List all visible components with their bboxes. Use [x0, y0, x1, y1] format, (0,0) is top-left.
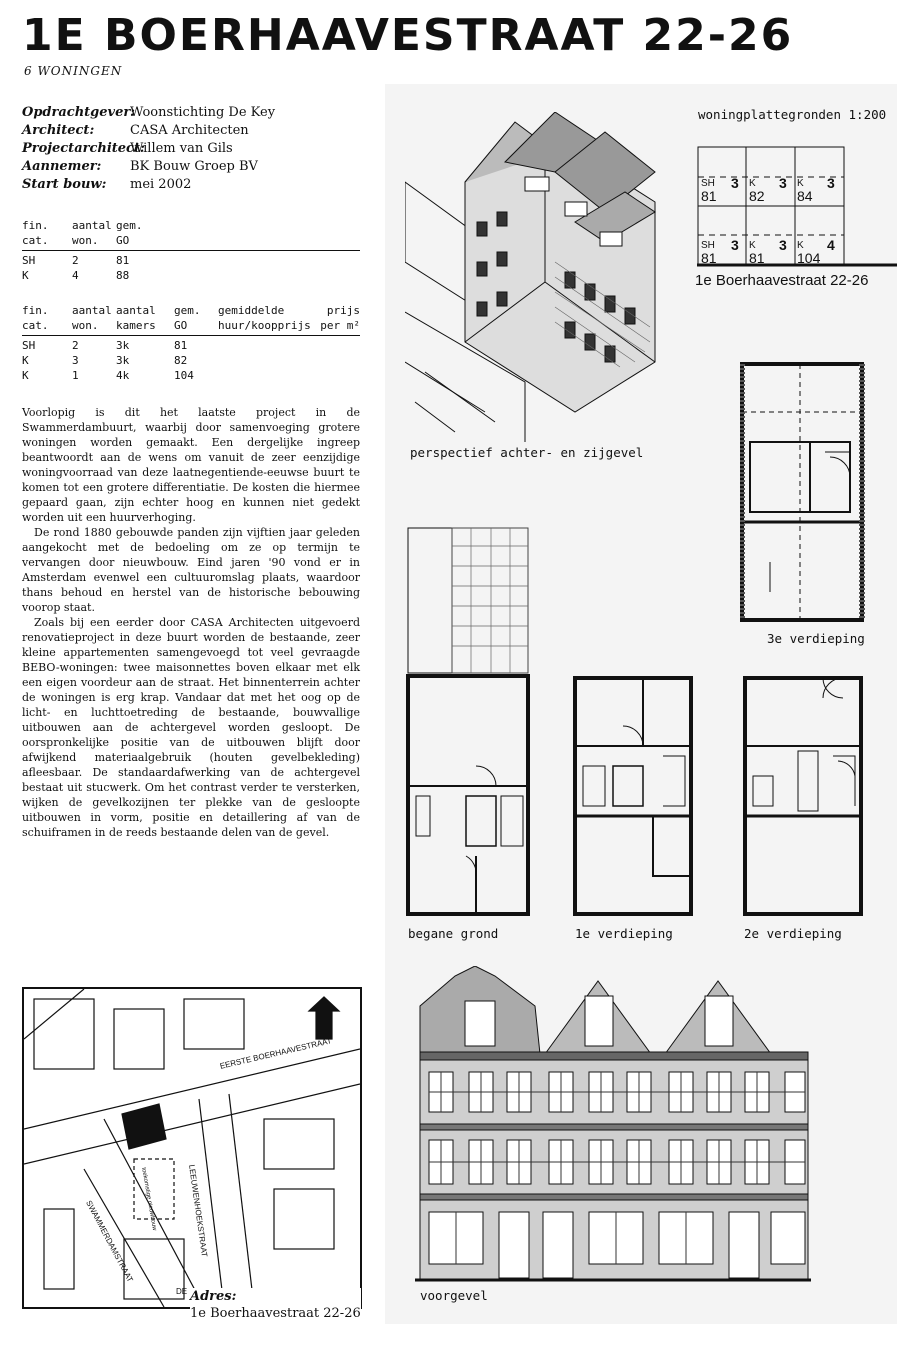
table-header	[22, 218, 360, 248]
table-cell: K	[22, 269, 29, 282]
location-map	[22, 987, 362, 1309]
page-title: 1E BOERHAAVESTRAAT 22-26	[22, 10, 794, 61]
floor-plan-ground	[406, 526, 531, 918]
paragraph: De rond 1880 gebouwde panden zijn vijftien jaar geleden aangekocht met de bedoeling om ze op termijn te vervangen door nieuwbouw. Eind jaren '90 vond er in Amsterdam evenwel een cultuuromslag plaats, waardoor thans behoud en herstel van de historische bebouwing voorop staat.	[22, 526, 360, 614]
unit-cat: SH	[701, 178, 715, 189]
street-label: SWAMMERDAMSTRAAT	[84, 1199, 135, 1284]
unit-rooms: 3	[731, 175, 739, 191]
plan-title: woningplattegronden 1:200	[698, 107, 887, 122]
floor-plan-1-drawing	[573, 676, 695, 918]
table-row	[22, 268, 360, 283]
table-cell: SH	[22, 339, 36, 352]
credit-value: mei 2002	[130, 177, 192, 192]
facade-drawing	[415, 966, 811, 1282]
unit-rooms: 3	[779, 237, 787, 253]
floor-plan-3-drawing	[740, 362, 865, 624]
table-rule	[22, 250, 360, 251]
table-cell: 81	[174, 339, 188, 352]
unit-cat: K	[749, 240, 756, 251]
header-cell: kamers	[116, 319, 156, 332]
unit-area: 81	[749, 250, 765, 266]
table-cell: 4	[72, 269, 79, 282]
header-cell: prijs	[326, 304, 360, 317]
credit-row	[22, 140, 275, 158]
header-cell: huur/koopprijs	[218, 319, 311, 332]
table-row	[22, 353, 360, 368]
header-cell: gemiddelde	[218, 304, 285, 317]
caption-floor-2: 2e verdieping	[744, 926, 842, 941]
header-cell: cat.	[22, 319, 49, 332]
credit-row	[22, 122, 275, 140]
header-cell: cat.	[22, 234, 49, 247]
unit-rooms: 3	[779, 175, 787, 191]
table-cell: 88	[116, 269, 130, 282]
table-rule	[22, 335, 360, 336]
unit-area: 81	[701, 188, 717, 204]
floor-plan-3	[740, 362, 865, 624]
table-cell: SH	[22, 254, 36, 267]
table-cell: 3k	[116, 339, 130, 352]
header-cell: aantal	[72, 304, 112, 317]
credit-row	[22, 176, 275, 194]
caption-floor-1: 1e verdieping	[575, 926, 673, 941]
credit-label: Start bouw:	[22, 177, 107, 192]
credit-row	[22, 158, 275, 176]
header-cell: fin.	[22, 219, 49, 232]
header-cell: fin.	[22, 304, 49, 317]
floor-plan-1	[573, 676, 695, 918]
credit-label: Architect:	[22, 123, 95, 138]
paragraph: Zoals bij een eerder door CASA Architecten uitgevoerd renovatieproject in deze buurt worden de bestaande, zeer kleine appartementen samengevoegd tot veel gevraagde BEBO-woningen: twee maisonnettes boven elkaar met elk een eigen voordeur aan de straat. Het binnenterrein achter de woningen is erg krap. Vandaar dat met het oog op de licht- en luchttoetreding de bestaande, bouwvallige uitbouwen aan de achtergevel worden gesloopt. De oorspronkelijke positie van de uitbouwen blijft door afwijkend materiaalgebruik (houten gevelbekleding) afleesbaar. De standaardafwerking van de achtergevel bestaat uit stucwerk. Om het contrast verder te versterken, wijken de gevelkozijnen ter plekke van de gesloopte uitbouwen in vorm, positie en detaillering af van de schuiframen in de reeds bestaande delen van de gevel.	[22, 616, 360, 839]
caption-ground: begane grond	[408, 926, 499, 941]
credit-label: Opdrachtgever:	[22, 105, 135, 120]
address-block	[190, 1288, 361, 1322]
floor-plan-2	[743, 676, 865, 918]
floor-plan-2-drawing	[743, 676, 865, 918]
header-cell: GO	[116, 234, 130, 247]
credit-value: Woonstichting De Key	[130, 105, 276, 120]
facade-elevation	[415, 966, 811, 1282]
header-cell: won.	[72, 319, 99, 332]
unit-area: 81	[701, 250, 717, 266]
unit-cat: K	[797, 240, 804, 251]
header-cell: aantal	[72, 219, 112, 232]
unit-cat: SH	[701, 240, 715, 251]
address-label: Adres:	[190, 1289, 237, 1304]
perspective-drawing	[405, 112, 665, 442]
unit-area: 104	[797, 250, 821, 266]
floor-plan-ground-drawing	[406, 526, 531, 918]
plan-caption: 1e Boerhaavestraat 22-26	[695, 272, 869, 289]
table-row	[22, 368, 360, 383]
unit-rooms: 4	[827, 237, 835, 253]
header-cell: won.	[72, 234, 99, 247]
unit-rooms: 3	[827, 175, 835, 191]
header-cell: aantal	[116, 304, 156, 317]
header-cell: GO	[174, 319, 188, 332]
caption-floor-3: 3e verdieping	[767, 631, 865, 646]
street-label: DE	[176, 1287, 188, 1296]
table-cell: 82	[174, 354, 188, 367]
table-cell: 2	[72, 339, 79, 352]
unit-area: 82	[749, 188, 765, 204]
credit-row	[22, 104, 275, 122]
summary-table	[22, 218, 360, 283]
table-cell: 81	[116, 254, 130, 267]
unit-area: 84	[797, 188, 813, 204]
table-cell: 2	[72, 254, 79, 267]
page-subtitle: 6 WONINGEN	[24, 64, 123, 78]
header-cell: per m²	[320, 319, 360, 332]
perspective-sketch	[405, 112, 665, 442]
table-header	[22, 303, 360, 333]
street-label: LEEUWENHOEKSTRAAT	[187, 1164, 209, 1258]
street-label: EERSTE BOERHAAVESTRAAT	[219, 1036, 333, 1071]
map-label: toekomstige nieuwbouw	[140, 1167, 158, 1232]
location-map-drawing	[24, 989, 360, 1307]
credit-value: BK Bouw Groep BV	[130, 159, 258, 174]
table-cell: 3	[72, 354, 79, 367]
detail-table	[22, 303, 360, 383]
table-cell: 104	[174, 369, 194, 382]
unit-rooms: 3	[731, 237, 739, 253]
table-row	[22, 338, 360, 353]
table-row	[22, 253, 360, 268]
table-cell: K	[22, 354, 29, 367]
unit-cat: K	[749, 178, 756, 189]
table-cell: 1	[72, 369, 79, 382]
credit-value: Willem van Gils	[130, 141, 233, 156]
credits-list	[22, 104, 275, 194]
unit-cat: K	[797, 178, 804, 189]
address-value: 1e Boerhaavestraat 22-26	[190, 1306, 361, 1321]
caption-perspective: perspectief achter- en zijgevel	[410, 445, 644, 460]
header-cell: gem.	[116, 219, 143, 232]
header-cell: gem.	[174, 304, 201, 317]
paragraph: Voorlopig is dit het laatste project in de Swammerdambuurt, waarbij door samenvoeging grotere woningen worden gemaakt. Een dergelijke ingreep beantwoordt aan de wens om vanuit de zeer eenzijdige woningvoorraad van deze laatnegentiende-eeuwse buurt te komen tot een grotere differentiatie. De kosten die hiermee gepaard gaan, zijn echter hoog en kunnen niet gedekt worden uit een huurverhoging.	[22, 406, 360, 524]
table-cell: K	[22, 369, 29, 382]
credit-label: Aannemer:	[22, 159, 102, 174]
credit-label: Projectarchitect:	[22, 141, 145, 156]
caption-facade: voorgevel	[420, 1288, 488, 1303]
credit-value: CASA Architecten	[130, 123, 249, 138]
body-text	[22, 405, 360, 840]
table-cell: 3k	[116, 354, 130, 367]
table-cell: 4k	[116, 369, 130, 382]
